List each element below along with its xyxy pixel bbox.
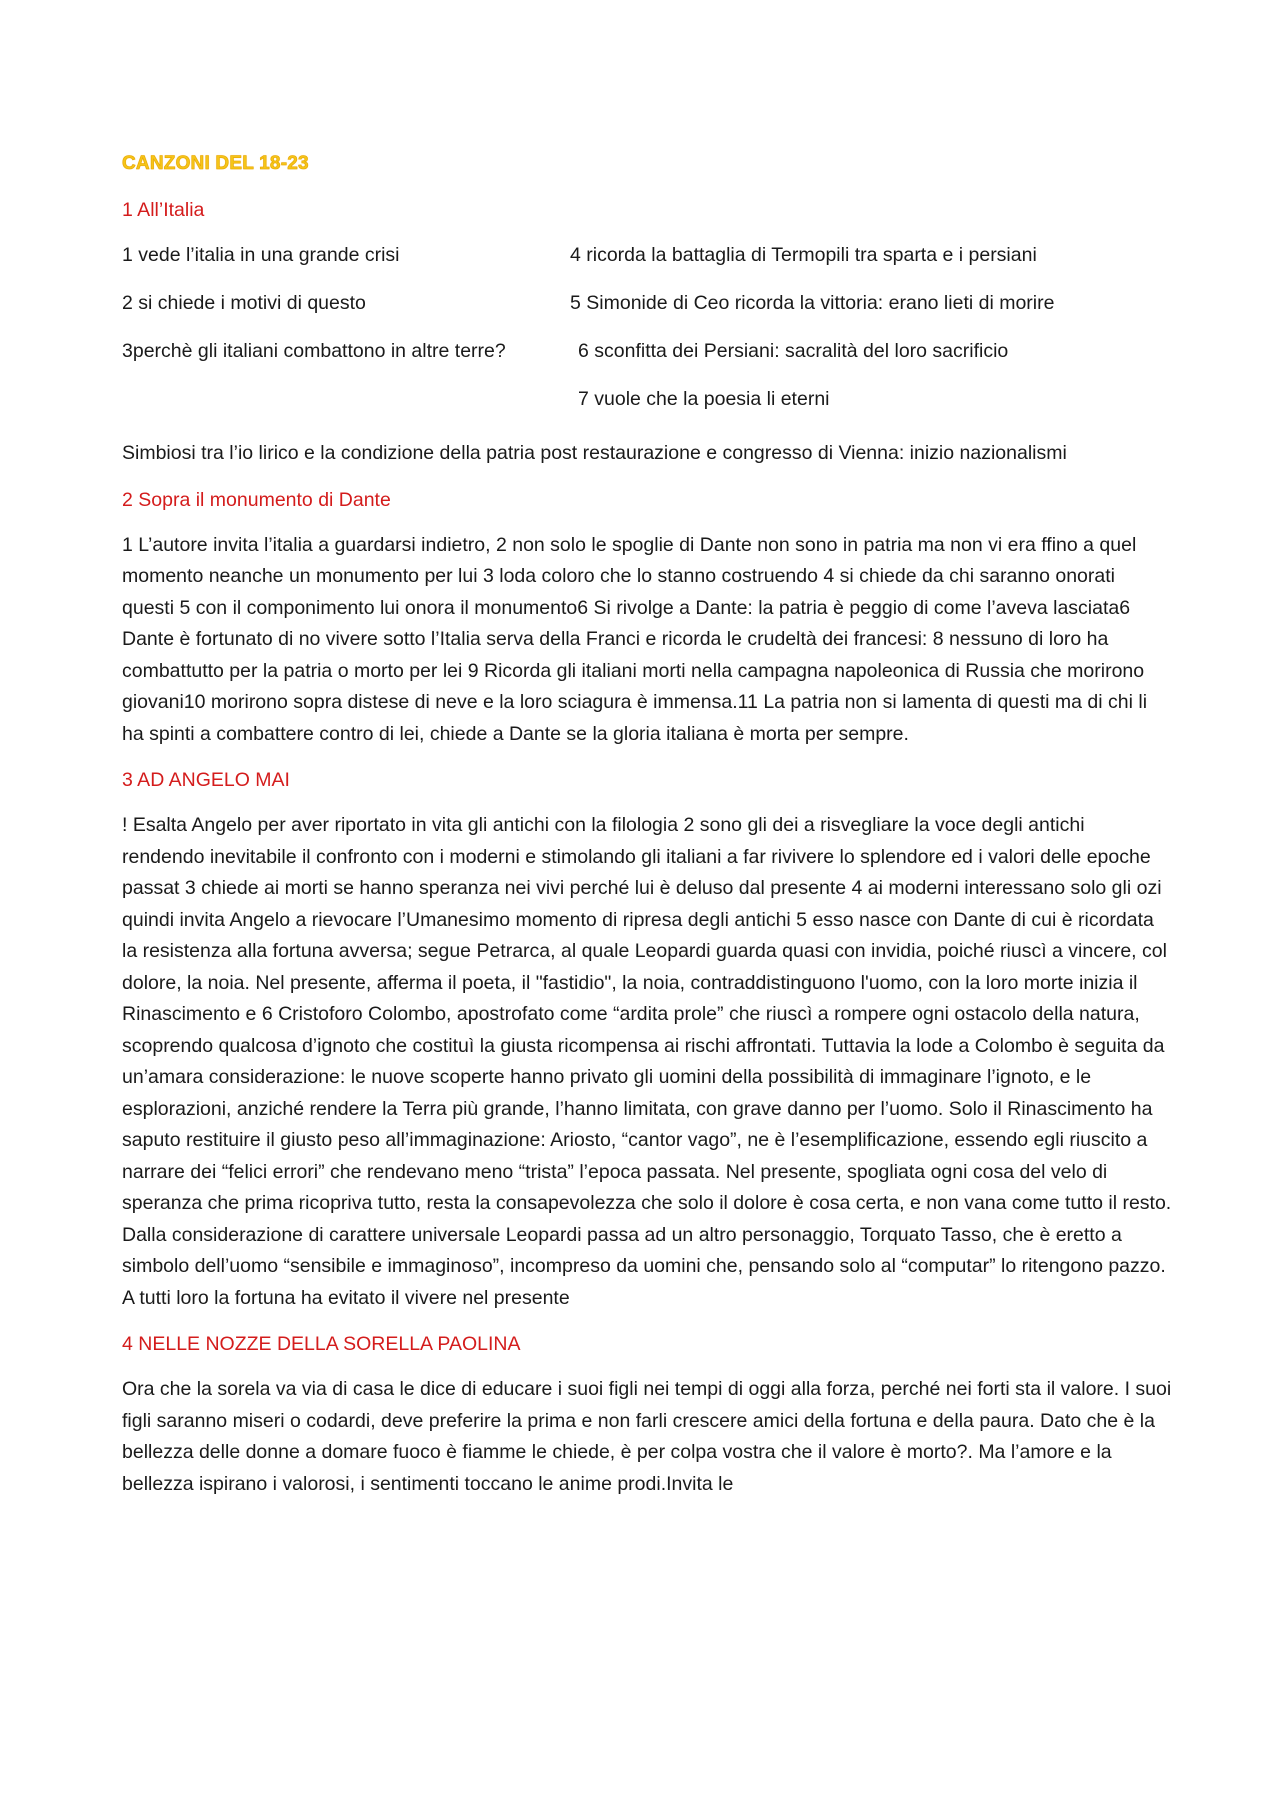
section-paragraph: Ora che la sorela va via di casa le dice di educare i suoi figli nei tempi di oggi alla forza, perché nei forti sta il valore. I suoi figli saranno miseri o codardi, deve preferire la prima e non farli crescere amici della fortuna e della paura. Dato che è la bellezza delle donne a domare fuoco è fiamme le chiede, è per colpa vostra che il valore è morto?. Ma l’amore e la bellezza ispirano i valorosi, i sentimenti toccano le anime prodi.Invita le	[122, 1378, 1172, 1495]
section-heading-angelo-mai: 3 AD ANGELO MAI	[122, 769, 290, 791]
summary-row	[122, 336, 1172, 384]
summary-point: 2 si chiede i motivi di questo	[122, 292, 366, 314]
summary-point: 7 vuole che la poesia li eterni	[578, 388, 830, 410]
summary-point: 6 sconfitta dei Persiani: sacralità del loro sacrificio	[578, 340, 1009, 362]
summary-row	[122, 288, 1172, 336]
summary-point: 5 Simonide di Ceo ricorda la vittoria: erano lieti di morire	[570, 292, 1055, 314]
section-paragraph: 1 L’autore invita l’italia a guardarsi indietro, 2 non solo le spoglie di Dante non sono in patria ma non vi era ffino a quel momento neanche un monumento per lui 3 loda coloro che lo stanno costruendo 4 si chiede da chi saranno onorati questi 5 con il componimento lui onora il monumento6 Si rivolge a Dante: la patria è peggio di come l’aveva lasciata6 Dante è fortunato di no vivere sotto l’Italia serva della Franci e ricorda le crudeltà dei francesi: 8 nessuno di loro ha combattutto per la patria o morto per lei 9 Ricorda gli italiani morti nella campagna napoleonica di Russia che morirono giovani10 morirono sopra distese di neve e la loro sciagura è immensa.11 La patria non si lamenta di questi ma di chi li ha spinti a combattere contro di lei, chiede a Dante se la gloria italiana è morta per sempre.	[122, 533, 1148, 745]
section-heading-nozze-paolina: 4 NELLE NOZZE DELLA SORELLA PAOLINA	[122, 1333, 521, 1355]
section-heading-all-italia: 1 All’Italia	[122, 199, 205, 221]
section-heading-monumento-dante: 2 Sopra il monumento di Dante	[122, 488, 391, 511]
document-page	[122, 150, 1172, 1516]
section-paragraph: ! Esalta Angelo per aver riportato in vita gli antichi con la filologia 2 sono gli dei a risvegliare la voce degli antichi rendendo inevitabile il confronto con i moderni e stimolando gli italiani a far rivivere lo splendore ed i valori delle epoche passat 3 chiede ai morti se hanno speranza nei vivi perché lui è deluso dal presente 4 ai moderni interessano solo gli ozi quindi invita Angelo a rievocare l’Umanesimo momento di ripresa degli antichi 5 esso nasce con Dante di cui è ricordata la resistenza alla fortuna avversa; segue Petrarca, al quale Leopardi guarda quasi con invidia, poiché riuscì a vincere, col dolore, la noia. Nel presente, afferma il poeta, il "fastidio", la noia, contraddistinguono l'uomo, con la loro morte inizia il Rinascimento e 6 Cristoforo Colombo, apostrofato come “ardita prole” che riuscì a rompere ogni ostacolo della natura, scoprendo qualcosa d’ignoto che costituì la giusta ricompensa ai rischi affrontati. Tuttavia la lode a Colombo è seguita da un’amara considerazione: le nuove scoperte hanno privato gli uomini della possibilità di immaginare l’ignoto, e le esplorazioni, anziché rendere la Terra più grande, l’hanno limitata, con grave danno per l’uomo. Solo il Rinascimento ha saputo restituire il giusto peso all’immaginazione: Ariosto, “cantor vago”, ne è l’esemplificazione, essendo egli riuscito a narrare dei “felici errori” che rendevano meno “trista” l’epoca passata. Nel presente, spogliata ogni cosa del velo di speranza che prima ricopriva tutto, resta la consapevolezza che solo il dolore è cosa certa, e non vana come tutto il resto. Dalla considerazione di carattere universale Leopardi passa ad un altro personaggio, Torquato Tasso, che è eretto a simbolo dell’uomo “sensibile e immaginoso”, incompreso da uomini che, pensando solo al “computar” lo ritengono pazzo. A tutti loro la fortuna ha evitato il vivere nel presente	[122, 814, 1172, 1309]
section-paragraph: Simbiosi tra l’io lirico e la condizione della patria post restaurazione e congresso di Vienna: inizio nazionalismi	[122, 442, 1067, 464]
document-title: CANZONI DEL 18-23	[122, 153, 309, 174]
summary-columns	[122, 240, 1172, 432]
summary-row	[122, 384, 1172, 432]
summary-point: 3perchè gli italiani combattono in altre terre?	[122, 340, 506, 362]
summary-point: 4 ricorda la battaglia di Termopili tra sparta e i persiani	[570, 244, 1037, 266]
summary-row	[122, 240, 1172, 288]
summary-point: 1 vede l’italia in una grande crisi	[122, 244, 400, 266]
